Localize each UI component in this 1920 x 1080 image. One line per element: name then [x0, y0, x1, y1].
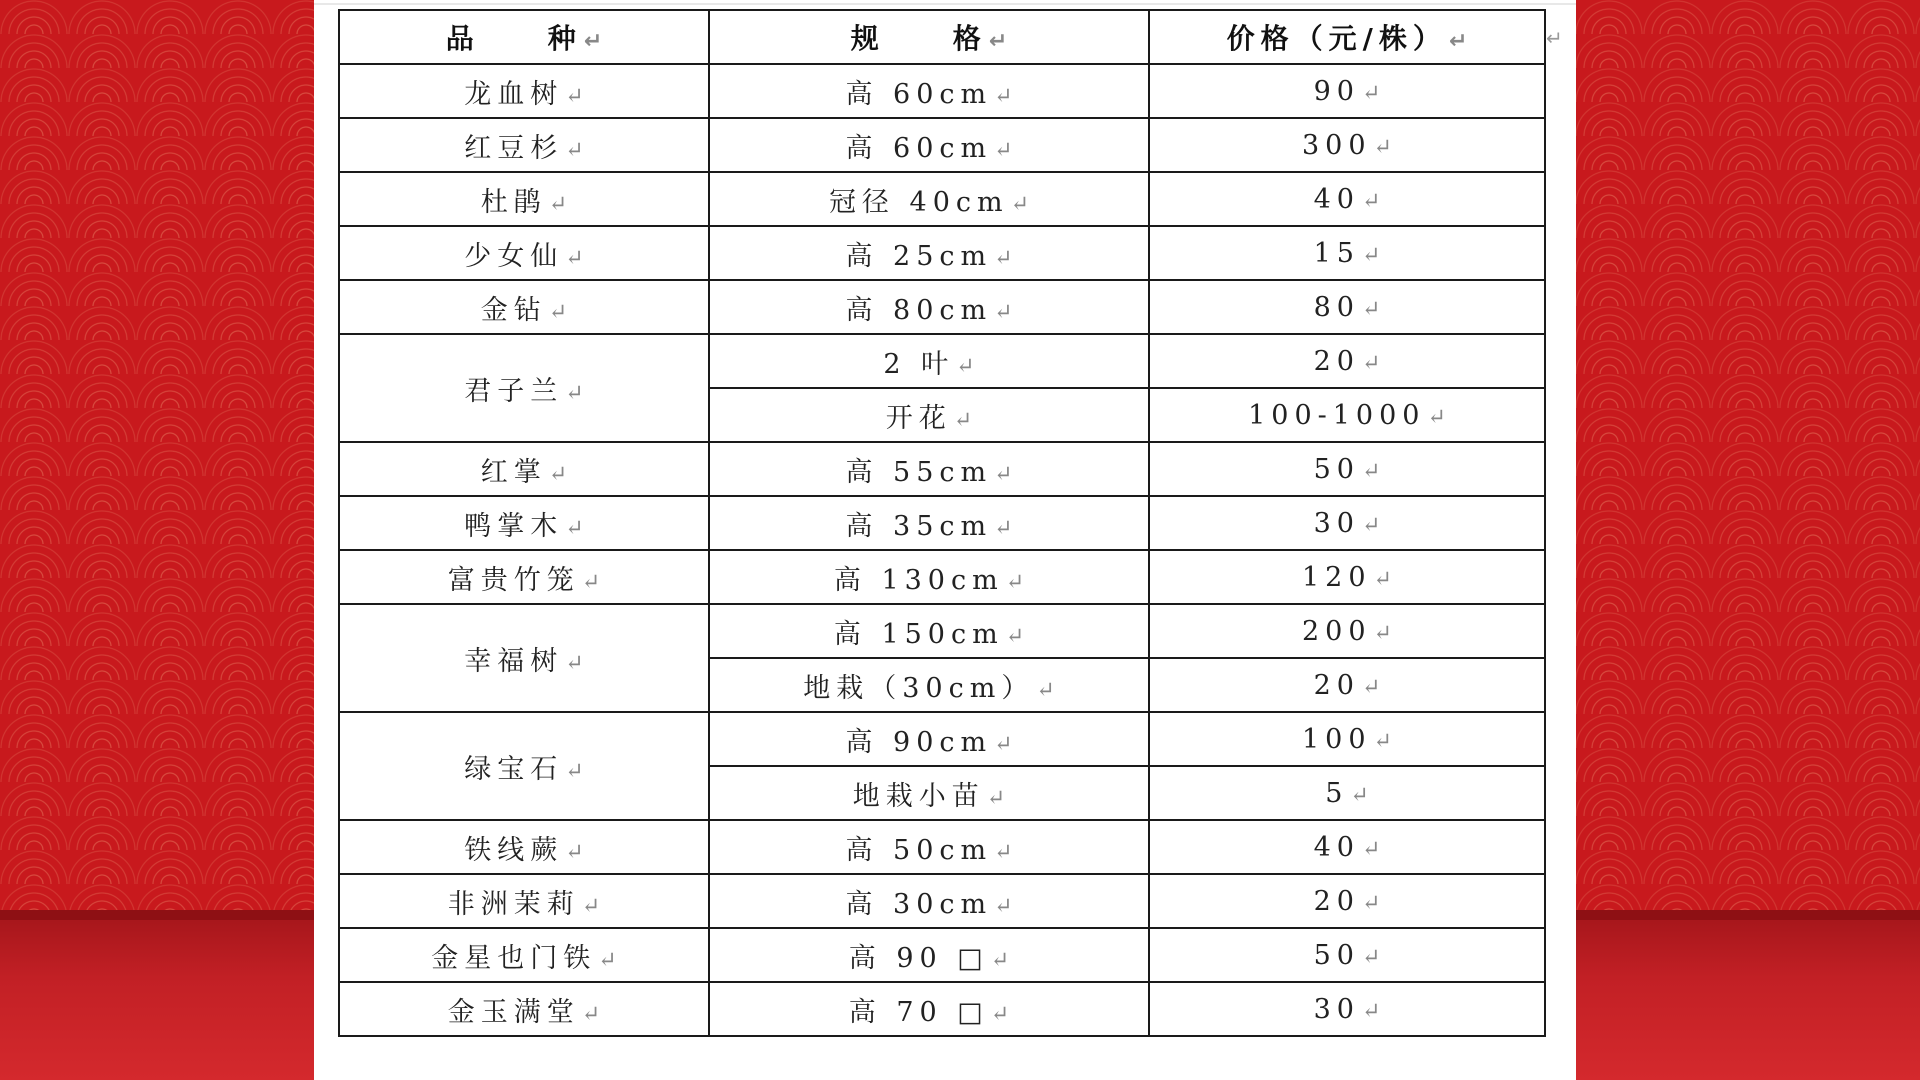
table-row: [339, 118, 1545, 172]
price-cell: 100-1000↵: [1149, 388, 1545, 442]
spec-cell: 高 130cm↵: [709, 550, 1149, 604]
variety-cell: 杜鹃↵: [339, 172, 709, 226]
table-row: [339, 928, 1545, 982]
variety-cell: 富贵竹笼↵: [339, 550, 709, 604]
price-cell: 50↵: [1149, 442, 1545, 496]
variety-cell: 非洲茉莉↵: [339, 874, 709, 928]
variety-cell: 君子兰↵: [339, 334, 709, 442]
spec-cell: 高 60cm↵: [709, 118, 1149, 172]
table-row: [339, 820, 1545, 874]
header-variety: 品 种↵: [339, 10, 709, 64]
variety-cell: 绿宝石↵: [339, 712, 709, 820]
price-cell: 30↵: [1149, 496, 1545, 550]
variety-cell: 红掌↵: [339, 442, 709, 496]
table-header-row: [339, 10, 1545, 64]
table-row: [339, 550, 1545, 604]
table-row: [339, 172, 1545, 226]
header-spec: 规 格↵: [709, 10, 1149, 64]
spec-cell: 高 55cm↵: [709, 442, 1149, 496]
document-page: [314, 0, 1576, 1080]
price-cell: 300↵: [1149, 118, 1545, 172]
spec-cell: 2 叶↵: [709, 334, 1149, 388]
spec-cell: 高 90cm↵: [709, 712, 1149, 766]
table-row: [339, 442, 1545, 496]
price-cell: 20↵: [1149, 334, 1545, 388]
spec-cell: 高 35cm↵: [709, 496, 1149, 550]
spec-cell: 地栽（30cm）↵: [709, 658, 1149, 712]
spec-cell: 高 90 □↵: [709, 928, 1149, 982]
variety-cell: 铁线蕨↵: [339, 820, 709, 874]
table-row: [339, 334, 1545, 388]
table-row: [339, 874, 1545, 928]
spec-cell: 高 60cm↵: [709, 64, 1149, 118]
variety-cell: 金玉满堂↵: [339, 982, 709, 1036]
header-price: 价格（元/株）↵: [1149, 10, 1545, 64]
table-row: [339, 496, 1545, 550]
spec-cell: 地栽小苗↵: [709, 766, 1149, 820]
variety-cell: 少女仙↵: [339, 226, 709, 280]
price-cell: 40↵: [1149, 172, 1545, 226]
price-cell: 100↵: [1149, 712, 1545, 766]
table-row: [339, 64, 1545, 118]
spec-cell: 高 30cm↵: [709, 874, 1149, 928]
variety-cell: 金钻↵: [339, 280, 709, 334]
spec-cell: 高 80cm↵: [709, 280, 1149, 334]
price-cell: 30↵: [1149, 982, 1545, 1036]
spec-cell: 高 150cm↵: [709, 604, 1149, 658]
table-row: [339, 280, 1545, 334]
spec-cell: 开花↵: [709, 388, 1149, 442]
price-cell: 5↵: [1149, 766, 1545, 820]
variety-cell: 金星也门铁↵: [339, 928, 709, 982]
price-cell: 50↵: [1149, 928, 1545, 982]
plant-price-table: [338, 9, 1546, 1037]
price-cell: 200↵: [1149, 604, 1545, 658]
variety-cell: 龙血树↵: [339, 64, 709, 118]
spec-cell: 高 25cm↵: [709, 226, 1149, 280]
price-cell: 40↵: [1149, 820, 1545, 874]
price-cell: 80↵: [1149, 280, 1545, 334]
variety-cell: 鸭掌木↵: [339, 496, 709, 550]
table-row: [339, 982, 1545, 1036]
variety-cell: 红豆杉↵: [339, 118, 709, 172]
price-cell: 15↵: [1149, 226, 1545, 280]
price-cell: 120↵: [1149, 550, 1545, 604]
spec-cell: 高 70 □↵: [709, 982, 1149, 1036]
table-row: [339, 604, 1545, 658]
table-body: [339, 64, 1545, 1036]
table-row: [339, 712, 1545, 766]
price-cell: 90↵: [1149, 64, 1545, 118]
paragraph-return-mark: ↵: [1546, 26, 1563, 50]
table-row: [339, 226, 1545, 280]
price-cell: 20↵: [1149, 874, 1545, 928]
spec-cell: 高 50cm↵: [709, 820, 1149, 874]
variety-cell: 幸福树↵: [339, 604, 709, 712]
spec-cell: 冠径 40cm↵: [709, 172, 1149, 226]
price-cell: 20↵: [1149, 658, 1545, 712]
